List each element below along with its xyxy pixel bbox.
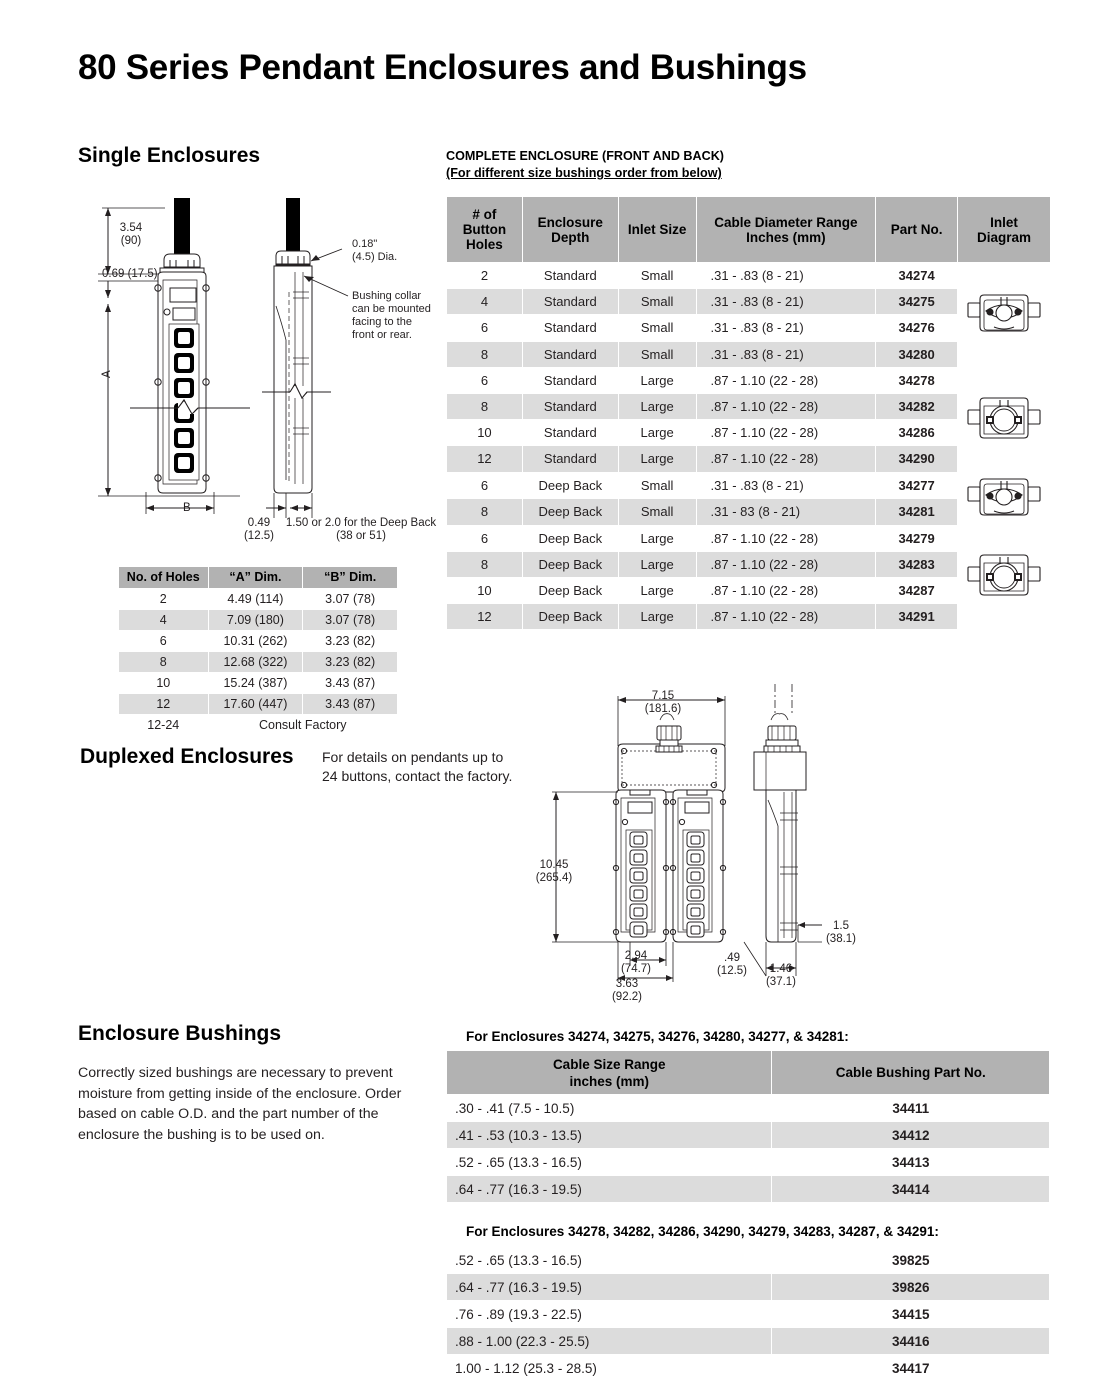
main-table-caption (446, 148, 724, 182)
dim-duplex-0.49: .49 (12.5) (716, 952, 748, 977)
section-heading-duplexed-enclosures: Duplexed Enclosures (80, 745, 294, 768)
cell-button-holes: 12 (447, 604, 523, 630)
cell-button-holes: 12 (447, 446, 523, 472)
cell-cable-bushing-part-no: 34415 (772, 1301, 1050, 1328)
col-header-cable-bushing-part-no: Cable Bushing Part No. (772, 1051, 1050, 1095)
cell-inlet-size: Large (618, 367, 696, 393)
cell-inlet-size: Large (618, 393, 696, 419)
col-header-a-dim: “A” Dim. (208, 567, 303, 589)
cell-cable-size-range: .52 - .65 (13.3 - 16.5) (447, 1149, 772, 1176)
cell-part-no: 34279 (876, 525, 958, 551)
cell-inlet-size: Small (618, 263, 696, 289)
cell-enclosure-depth: Deep Back (522, 499, 618, 526)
hole-dimension-table-container (118, 566, 398, 736)
cell-cable-bushing-part-no: 34416 (772, 1328, 1050, 1355)
cell-cable-diameter-range: .87 - 1.10 (22 - 28) (696, 551, 876, 577)
section-heading-enclosure-bushings: Enclosure Bushings (78, 1022, 282, 1045)
cell-enclosure-depth: Deep Back (522, 577, 618, 603)
dim-10.45: 10.45 (265.4) (535, 859, 573, 884)
cell-enclosure-depth: Deep Back (522, 551, 618, 577)
cell-button-holes: 10 (447, 420, 523, 446)
large-inlet-diagram-icon (958, 525, 1051, 630)
cell-cable-bushing-part-no: 34412 (772, 1122, 1050, 1149)
complete-enclosure-table (446, 196, 1051, 630)
dim-2.94: 2.94 (74.7) (620, 950, 652, 975)
table-row (119, 694, 398, 715)
cell-part-no: 34275 (876, 289, 958, 315)
main-table-caption-line2: (For different size bushings order from below) (446, 166, 722, 180)
cell-cable-size-range: .76 - .89 (19.3 - 22.5) (447, 1301, 772, 1328)
small-inlet-diagram-icon (958, 472, 1051, 525)
cell-button-holes: 6 (447, 315, 523, 341)
table-header-row (447, 1051, 1050, 1095)
cell-a-dim: 17.60 (447) (208, 694, 303, 715)
table-row (447, 1328, 1050, 1355)
main-table-caption-line1: COMPLETE ENCLOSURE (FRONT AND BACK) (446, 149, 724, 163)
cell-button-holes: 10 (447, 577, 523, 603)
cell-no-of-holes: 2 (119, 589, 209, 610)
col-header-inlet-size: Inlet Size (618, 197, 696, 263)
cell-enclosure-depth: Deep Back (522, 525, 618, 551)
cell-no-of-holes: 6 (119, 631, 209, 652)
cell-cable-bushing-part-no: 34414 (772, 1176, 1050, 1203)
table-row-footer (119, 715, 398, 736)
dim-3.54: 3.54 (90) (119, 222, 143, 247)
table-header-row (119, 567, 398, 589)
table-row (447, 1176, 1050, 1203)
cell-a-dim: 10.31 (262) (208, 631, 303, 652)
cell-enclosure-depth: Standard (522, 289, 618, 315)
cell-cable-size-range: .41 - .53 (10.3 - 13.5) (447, 1122, 772, 1149)
cell-inlet-size: Small (618, 341, 696, 367)
cell-cable-diameter-range: .31 - .83 (8 - 21) (696, 263, 876, 289)
cell-button-holes: 8 (447, 341, 523, 367)
cell-button-holes: 4 (447, 289, 523, 315)
cell-cable-diameter-range: .87 - 1.10 (22 - 28) (696, 420, 876, 446)
duplexed-enclosures-note: For details on pendants up to 24 buttons, contact the factory. (322, 749, 513, 784)
cell-inlet-size: Small (618, 315, 696, 341)
section-heading-single-enclosures: Single Enclosures (78, 144, 261, 167)
cell-a-dim: 15.24 (387) (208, 673, 303, 694)
cell-enclosure-depth: Deep Back (522, 472, 618, 499)
dim-1.5: 1.5 (38.1) (825, 920, 857, 945)
cell-b-dim: 3.23 (82) (303, 652, 398, 673)
dim-a-label: A (101, 370, 113, 378)
cell-inlet-size: Large (618, 525, 696, 551)
cell-cable-bushing-part-no: 39826 (772, 1274, 1050, 1301)
bushing-table-2-caption: For Enclosures 34278, 34282, 34286, 34290, 34279, 34283, 34287, & 34291: (466, 1224, 939, 1239)
cell-cable-size-range: .64 - .77 (16.3 - 19.5) (447, 1274, 772, 1301)
cell-cable-bushing-part-no: 34413 (772, 1149, 1050, 1176)
dim-3.63: 3.63 (92.2) (611, 978, 643, 1003)
cell-enclosure-depth: Standard (522, 446, 618, 472)
cell-part-no: 34282 (876, 393, 958, 419)
table-row (447, 367, 1051, 393)
cell-b-dim: 3.43 (87) (303, 694, 398, 715)
cell-part-no: 34280 (876, 341, 958, 367)
table-row (447, 472, 1051, 499)
table-row (119, 631, 398, 652)
cell-part-no: 34291 (876, 604, 958, 630)
cell-inlet-size: Large (618, 577, 696, 603)
small-inlet-diagram-icon (958, 263, 1051, 368)
table-row (447, 525, 1051, 551)
cell-inlet-size: Small (618, 499, 696, 526)
col-header-cable-size-range: Cable Size Range inches (mm) (447, 1051, 772, 1095)
callout-bushing-collar: Bushing collar can be mounted facing to the front or rear. (352, 290, 431, 341)
cell-no-of-holes: 12 (119, 694, 209, 715)
cell-cable-size-range: .64 - .77 (16.3 - 19.5) (447, 1176, 772, 1203)
cell-no-of-holes: 4 (119, 610, 209, 631)
cell-enclosure-depth: Standard (522, 367, 618, 393)
cell-button-holes: 8 (447, 393, 523, 419)
cell-part-no: 34287 (876, 577, 958, 603)
cell-no-of-holes: 8 (119, 652, 209, 673)
table-row (447, 1095, 1050, 1122)
cell-button-holes: 2 (447, 263, 523, 289)
cell-inlet-size: Large (618, 551, 696, 577)
cell-a-dim: 4.49 (114) (208, 589, 303, 610)
col-header-button-holes: # of Button Holes (447, 197, 523, 263)
dim-7.15: 7.15 (181.6) (644, 690, 682, 715)
cell-enclosure-depth: Standard (522, 420, 618, 446)
cell-b-dim: 3.43 (87) (303, 673, 398, 694)
bushing-table-1-caption: For Enclosures 34274, 34275, 34276, 34280, 34277, & 34281: (466, 1029, 849, 1044)
cell-part-no: 34281 (876, 499, 958, 526)
cell-inlet-size: Large (618, 420, 696, 446)
cell-cable-bushing-part-no: 39825 (772, 1247, 1050, 1274)
dim-b-label: B (183, 502, 191, 514)
cell-cable-diameter-range: .87 - 1.10 (22 - 28) (696, 393, 876, 419)
col-header-no-of-holes: No. of Holes (119, 567, 209, 589)
col-header-b-dim: “B” Dim. (303, 567, 398, 589)
cell-a-dim: 12.68 (322) (208, 652, 303, 673)
cell-b-dim: 3.23 (82) (303, 631, 398, 652)
cell-cable-diameter-range: .87 - 1.10 (22 - 28) (696, 604, 876, 630)
cell-inlet-size: Large (618, 446, 696, 472)
callout-inlet-diameter: 0.18" (4.5) Dia. (352, 238, 398, 263)
cell-cable-size-range: .88 - 1.00 (22.3 - 25.5) (447, 1328, 772, 1355)
table-row (447, 263, 1051, 289)
cell-no-of-holes: 12-24 (119, 715, 209, 736)
table-row (119, 652, 398, 673)
cell-cable-diameter-range: .87 - 1.10 (22 - 28) (696, 446, 876, 472)
cell-inlet-size: Large (618, 604, 696, 630)
cell-b-dim: 3.07 (78) (303, 610, 398, 631)
bushing-table-1 (446, 1050, 1050, 1203)
cell-inlet-size: Small (618, 472, 696, 499)
table-row (447, 1247, 1050, 1274)
cell-enclosure-depth: Standard (522, 393, 618, 419)
cell-cable-diameter-range: .31 - 83 (8 - 21) (696, 499, 876, 526)
table-row (119, 673, 398, 694)
cell-part-no: 34290 (876, 446, 958, 472)
cell-part-no: 34286 (876, 420, 958, 446)
cell-cable-bushing-part-no: 34417 (772, 1355, 1050, 1382)
large-inlet-diagram-icon (958, 367, 1051, 472)
cell-button-holes: 6 (447, 367, 523, 393)
col-header-cable-diameter-range: Cable Diameter Range Inches (mm) (696, 197, 876, 263)
cell-cable-diameter-range: .87 - 1.10 (22 - 28) (696, 525, 876, 551)
table-header-row (447, 197, 1051, 263)
table-row (447, 1122, 1050, 1149)
hole-dimension-table (118, 566, 398, 736)
complete-enclosure-table-container (446, 196, 1051, 630)
cell-part-no: 34283 (876, 551, 958, 577)
cell-part-no: 34278 (876, 367, 958, 393)
dim-deep-back: 1.50 or 2.0 for the Deep Back (38 or 51) (285, 517, 437, 542)
cell-enclosure-depth: Deep Back (522, 604, 618, 630)
table-row (447, 1274, 1050, 1301)
cell-a-dim: 7.09 (180) (208, 610, 303, 631)
enclosure-bushings-body-text: Correctly sized bushings are necessary to prevent moisture from getting inside of the enclosure. Order based on cable O.D. and the part number of the enclosure the bushing is to be used on. (78, 1065, 402, 1143)
cell-cable-diameter-range: .31 - .83 (8 - 21) (696, 289, 876, 315)
table-row (447, 1301, 1050, 1328)
cell-button-holes: 6 (447, 525, 523, 551)
cell-cable-diameter-range: .87 - 1.10 (22 - 28) (696, 367, 876, 393)
cell-cable-size-range: .30 - .41 (7.5 - 10.5) (447, 1095, 772, 1122)
cell-cable-diameter-range: .87 - 1.10 (22 - 28) (696, 577, 876, 603)
cell-button-holes: 8 (447, 499, 523, 526)
cell-cable-size-range: 1.00 - 1.12 (25.3 - 28.5) (447, 1355, 772, 1382)
table-row (447, 1149, 1050, 1176)
cell-enclosure-depth: Standard (522, 341, 618, 367)
cell-button-holes: 8 (447, 551, 523, 577)
cell-part-no: 34276 (876, 315, 958, 341)
dim-0.69: 0.69 (17.5) (102, 268, 158, 280)
dim-1.46: 1.46 (37.1) (765, 963, 797, 988)
bushing-table-2-container (446, 1246, 1050, 1382)
cell-cable-size-range: .52 - .65 (13.3 - 16.5) (447, 1247, 772, 1274)
page-title: 80 Series Pendant Enclosures and Bushings (78, 48, 807, 87)
cell-consult-factory: Consult Factory (208, 715, 397, 736)
cell-no-of-holes: 10 (119, 673, 209, 694)
table-row (447, 1355, 1050, 1382)
table-row (119, 610, 398, 631)
table-row (119, 589, 398, 610)
col-header-enclosure-depth: Enclosure Depth (522, 197, 618, 263)
cell-part-no: 34277 (876, 472, 958, 499)
bushing-table-1-container (446, 1050, 1050, 1203)
cell-inlet-size: Small (618, 289, 696, 315)
dim-0.49: 0.49 (12.5) (243, 517, 275, 542)
col-header-inlet-diagram: Inlet Diagram (958, 197, 1051, 263)
duplexed-enclosure-drawing (530, 680, 870, 1000)
cell-button-holes: 6 (447, 472, 523, 499)
cell-enclosure-depth: Standard (522, 315, 618, 341)
cell-cable-diameter-range: .31 - .83 (8 - 21) (696, 472, 876, 499)
cell-cable-bushing-part-no: 34411 (772, 1095, 1050, 1122)
cell-b-dim: 3.07 (78) (303, 589, 398, 610)
cell-part-no: 34274 (876, 263, 958, 289)
cell-cable-diameter-range: .31 - .83 (8 - 21) (696, 315, 876, 341)
bushing-table-2 (446, 1246, 1050, 1382)
col-header-part-no: Part No. (876, 197, 958, 263)
cell-cable-diameter-range: .31 - .83 (8 - 21) (696, 341, 876, 367)
cell-enclosure-depth: Standard (522, 263, 618, 289)
